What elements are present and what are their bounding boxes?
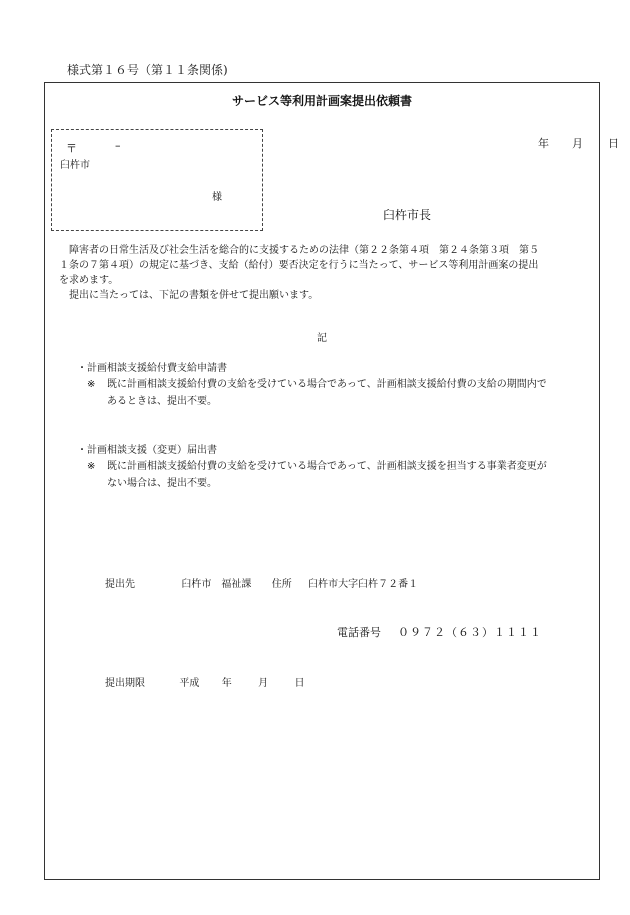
form-number: 様式第１６号（第１１条関係): [67, 63, 228, 77]
date-row: [538, 135, 619, 151]
note-mark: ※: [87, 461, 96, 472]
item-1-note-line-1: 既に計画相談支援給付費の支給を受けている場合であって、計画相談支援給付費の支給の期間内で: [107, 379, 547, 390]
submission-label: 提出先: [105, 579, 135, 590]
date-month: 月: [572, 137, 583, 150]
deadline-month: 月: [258, 678, 269, 689]
submission-address-label: 住所: [271, 579, 292, 590]
submission-org: 臼杵市 福祉課: [181, 579, 252, 590]
date-day: 日: [608, 137, 619, 150]
deadline-day: 日: [294, 678, 305, 689]
body-line-4: 提出に当たっては、下記の書類を併せて提出願います。: [69, 290, 319, 301]
form-frame: [44, 82, 619, 880]
note-mark: ※: [87, 379, 96, 390]
submission-row: [105, 575, 418, 590]
form-title: サービス等利用計画案提出依頼書: [231, 94, 412, 108]
deadline-era: 平成: [179, 678, 200, 689]
postal-dash: –: [115, 139, 121, 152]
deadline-label: 提出期限: [105, 678, 145, 689]
item-2-note: [87, 458, 591, 492]
submission-address: 臼杵市大字臼杵７２番１: [308, 579, 419, 590]
item-2-label: ・計画相談支援（変更）届出書: [77, 445, 217, 456]
ki-heading: 記: [317, 333, 327, 344]
phone-number: ０９７２（６３）１１１１: [398, 626, 542, 639]
item-1-note-line-2: あるときは、提出不要。: [107, 396, 217, 407]
body-line-1: 障害者の日常生活及び社会生活を総合的に支援するための法律（第２２条第４項 第２４条第３項 第５: [69, 245, 539, 256]
body-line-2: １条の７第４項）の規定に基づき、支給（給付）要否決定を行うに当たって、サービス等利用計画案の提出: [59, 260, 539, 271]
address-box: [51, 129, 263, 231]
date-year: 年: [538, 137, 549, 150]
body-text: [59, 243, 591, 303]
body-line-3: を求めます。: [59, 275, 119, 286]
phone-label: 電話番号: [337, 626, 381, 639]
mayor-name: 臼杵市長: [383, 208, 432, 222]
item-1-label: ・計画相談支援給付費支給申請書: [77, 363, 227, 374]
postal-mark: 〒: [66, 142, 77, 155]
deadline-year: 年: [221, 678, 232, 689]
address-city: 臼杵市: [60, 160, 90, 171]
item-1-note: [87, 376, 591, 410]
item-2-note-line-2: ない場合は、提出不要。: [107, 478, 217, 489]
honorific-sama: 様: [212, 192, 222, 203]
deadline-row: [105, 674, 305, 689]
phone-row: [337, 624, 542, 640]
item-2-note-line-1: 既に計画相談支援給付費の支給を受けている場合であって、計画相談支援を担当する事業者変更が: [107, 461, 547, 472]
